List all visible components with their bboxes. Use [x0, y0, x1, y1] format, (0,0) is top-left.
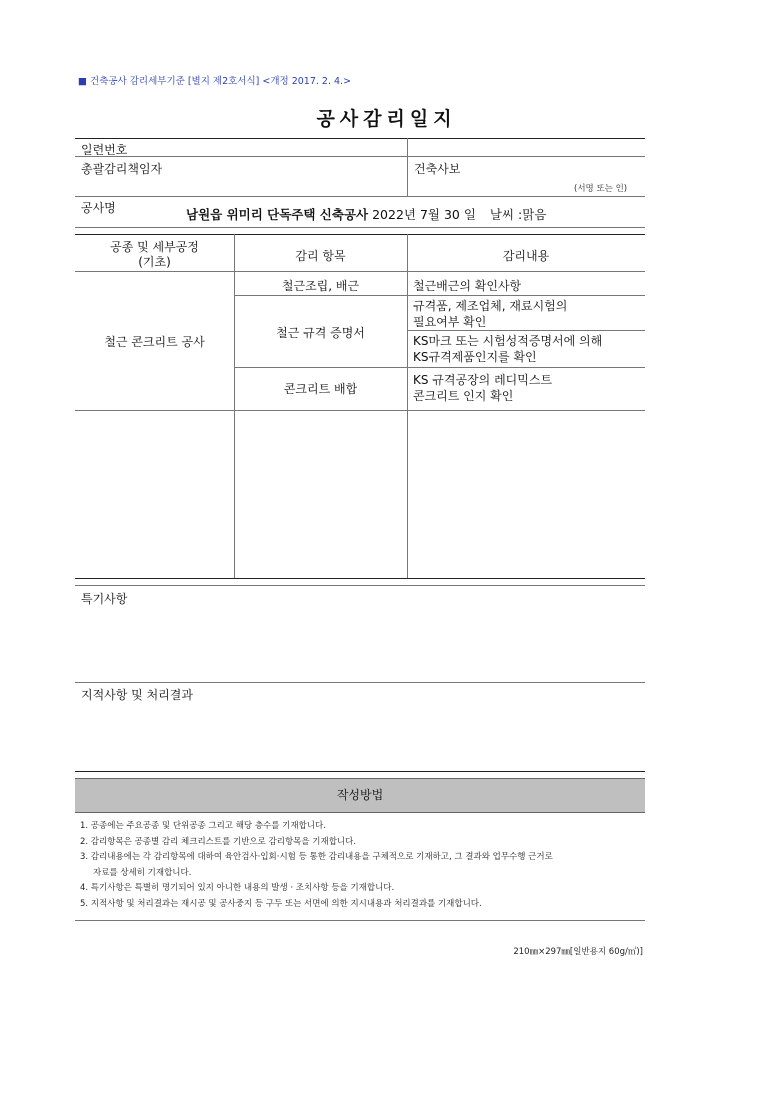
divider — [75, 920, 645, 921]
serial-label: 일련번호 — [81, 143, 128, 157]
list-item: 2. 감리항목은 공종별 감리 체크리스트를 기반으로 감리항목을 기재합니다. — [80, 836, 357, 847]
divider — [75, 585, 645, 586]
instructions-list — [80, 819, 645, 912]
instructions-title: 작성방법 — [75, 778, 645, 813]
divider — [75, 682, 645, 683]
table-row-item: 철근 규격 증명서 — [276, 326, 365, 340]
findings-label: 지적사항 및 처리결과 — [81, 688, 193, 702]
table-row-content: KS마크 또는 시험성적증명서에 의해 KS규격제품인지를 확인 — [413, 334, 603, 364]
project-date: 2022년 7월 30 일 — [372, 207, 476, 222]
paper-size-footer: 210㎜×297㎜[일반용지 60g/㎡)] — [513, 947, 643, 957]
table-row-item: 콘크리트 배합 — [283, 382, 358, 396]
weather: 날씨 :맑음 — [489, 207, 547, 222]
supervisor-label: 총괄감리책임자 — [81, 162, 163, 176]
project-name: 남원읍 위미리 단독주택 신축공사 — [186, 207, 369, 222]
divider — [75, 227, 645, 228]
list-item: 3. 감리내용에는 각 감리항목에 대하여 육안검사·입회·시험 등 통한 감리내용을 구체적으로 기재하고, 그 결과와 업무수행 근거로 — [80, 852, 553, 862]
signature-note: (서명 또는 인) — [574, 184, 628, 194]
table-row-content: 규격품, 제조업체, 재료시험의 필요여부 확인 — [413, 299, 568, 329]
header-content: 감리내용 — [502, 249, 550, 263]
list-item: 5. 지적사항 및 처리결과는 재시공 및 공사중지 등 구두 또는 서면에 의한 지시내용과 처리결과를 기재합니다. — [80, 898, 482, 909]
project-label: 공사명 — [81, 201, 116, 215]
header-item: 감리 항목 — [295, 249, 346, 263]
header-process: 공종 및 세부공정 (기초) — [110, 240, 199, 269]
divider — [234, 367, 645, 368]
divider — [75, 771, 645, 772]
divider — [234, 295, 645, 296]
divider — [75, 271, 645, 272]
architect-label: 건축사보 — [414, 162, 461, 176]
table-row-content: 철근배근의 확인사항 — [413, 279, 522, 293]
list-item: 1. 공종에는 주요공종 및 단위공종 그리고 해당 층수를 기재합니다. — [80, 821, 326, 831]
list-item: 자료를 상세히 기재합니다. — [93, 867, 192, 878]
divider — [75, 138, 645, 139]
page-title: 공사감리일지 — [316, 108, 457, 130]
form-reference: 건축공사 감리세부기준 [별지 제2호서식] <개정 2017. 2. 4.> — [90, 76, 352, 87]
divider — [407, 138, 408, 196]
project-line — [186, 205, 546, 223]
list-item: 4. 특기사항은 특별히 명기되어 있지 아니한 내용의 발생 · 조치사항 등을 기재합니다. — [80, 883, 395, 893]
divider — [407, 330, 645, 331]
divider — [75, 410, 645, 411]
divider — [407, 234, 408, 578]
divider — [75, 578, 645, 579]
divider — [75, 156, 645, 157]
divider — [75, 234, 645, 235]
table-row-item: 철근조립, 배근 — [281, 279, 360, 293]
square-bullet-icon: ■ — [78, 76, 87, 87]
special-notes-label: 특기사항 — [81, 592, 128, 606]
process-name: 철근 콘크리트 공사 — [104, 335, 205, 349]
divider — [75, 196, 645, 197]
table-row-content: KS 규격공장의 레디믹스트 콘크리트 인지 확인 — [413, 373, 553, 403]
form-header-note — [78, 73, 351, 87]
